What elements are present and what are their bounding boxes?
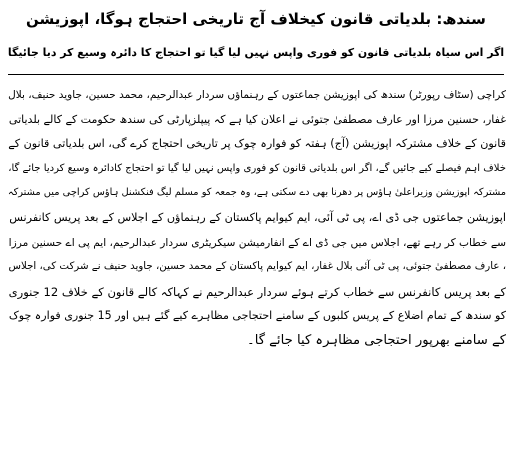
body-line: اپوزیشن جماعتوں جی ڈی اے، پی ٹی آئی، ایم کیوایم پاکستان کے رہنماؤں کے اجلاس کے بعد پریس کانفرنس xyxy=(9,210,506,224)
body-line: خلاف اہم فیصلے کیے جائیں گے، اگر اس بلدیاتی قانون کو فوری واپس نہیں لیا گیا تو احتجاج کادائرہ وسیع کردیا جائے گا، xyxy=(8,162,506,174)
body-line: غفار، حسنین مرزا اور عارف مصطفیٰ جتوئی نے اعلان کیا ہے کہ پیپلزپارٹی کی سندھ حکومت کے کالے بلدیاتی xyxy=(8,112,506,126)
body-line: سے خطاب کر رہے تھے، اجلاس میں جی ڈی اے کے انفارمیشن سیکریٹری سردار عبدالرحیم، ایم پی اے حسنین مرزا xyxy=(8,235,506,249)
divider xyxy=(8,74,504,75)
body-line: مشترکہ اپوزیشن وزیراعلیٰ ہاؤس پر دھرنا بھی دے سکتی ہے، وہ جمعہ کو مسلم لیگ فنکشنل ہاؤس کراچی میں مشترکہ xyxy=(7,187,506,199)
body-line: کے بعد پریس کانفرنس سے خطاب کرتے ہوئے سردار عبدالرحیم نے کہاکہ کالے قانون کے خلاف 12 جنوری xyxy=(8,284,506,299)
subheadline: اگر اس سیاہ بلدیاتی قانون کو فوری واپس نہیں لیا گیا تو احتجاج کا دائرہ وسیع کر دیا جائیگا xyxy=(7,46,505,59)
body-line: کے سامنے بھرپور احتجاجی مظاہرہ کیا جائے گا۔ xyxy=(246,332,506,348)
body-line: کو سندھ کے تمام اضلاع کے پریس کلبوں کے سامنے احتجاجی مظاہرے کیے گئے ہیں اور 15 جنوری فوارہ چوک xyxy=(8,309,506,323)
body-line: قانون کے خلاف مشترکہ اپوزیشن (آج) ہفتہ کو فوارہ چوک پر تاریخی احتجاج کرے گی، اس بلدیاتی قانون کے xyxy=(8,137,506,151)
body-line: ، عارف مصطفیٰ جتوئی، پی ٹی آئی بلال غفار، ایم کیوایم پاکستان کے محمد حسین، جاوید حنیف نے شرکت کی، اجلاس xyxy=(8,261,506,273)
article-body xyxy=(6,83,506,354)
headline: سندھ: بلدیاتی قانون کیخلاف آج تاریخی احتجاج ہوگا، اپوزیشن xyxy=(26,10,486,28)
body-line: کراچی (سٹاف رپورٹر) سندھ کی اپوزیشن جماعتوں کے رہنماؤں سردار عبدالرحیم، محمد حسین، جاوید حنیف، بلال xyxy=(8,89,506,101)
